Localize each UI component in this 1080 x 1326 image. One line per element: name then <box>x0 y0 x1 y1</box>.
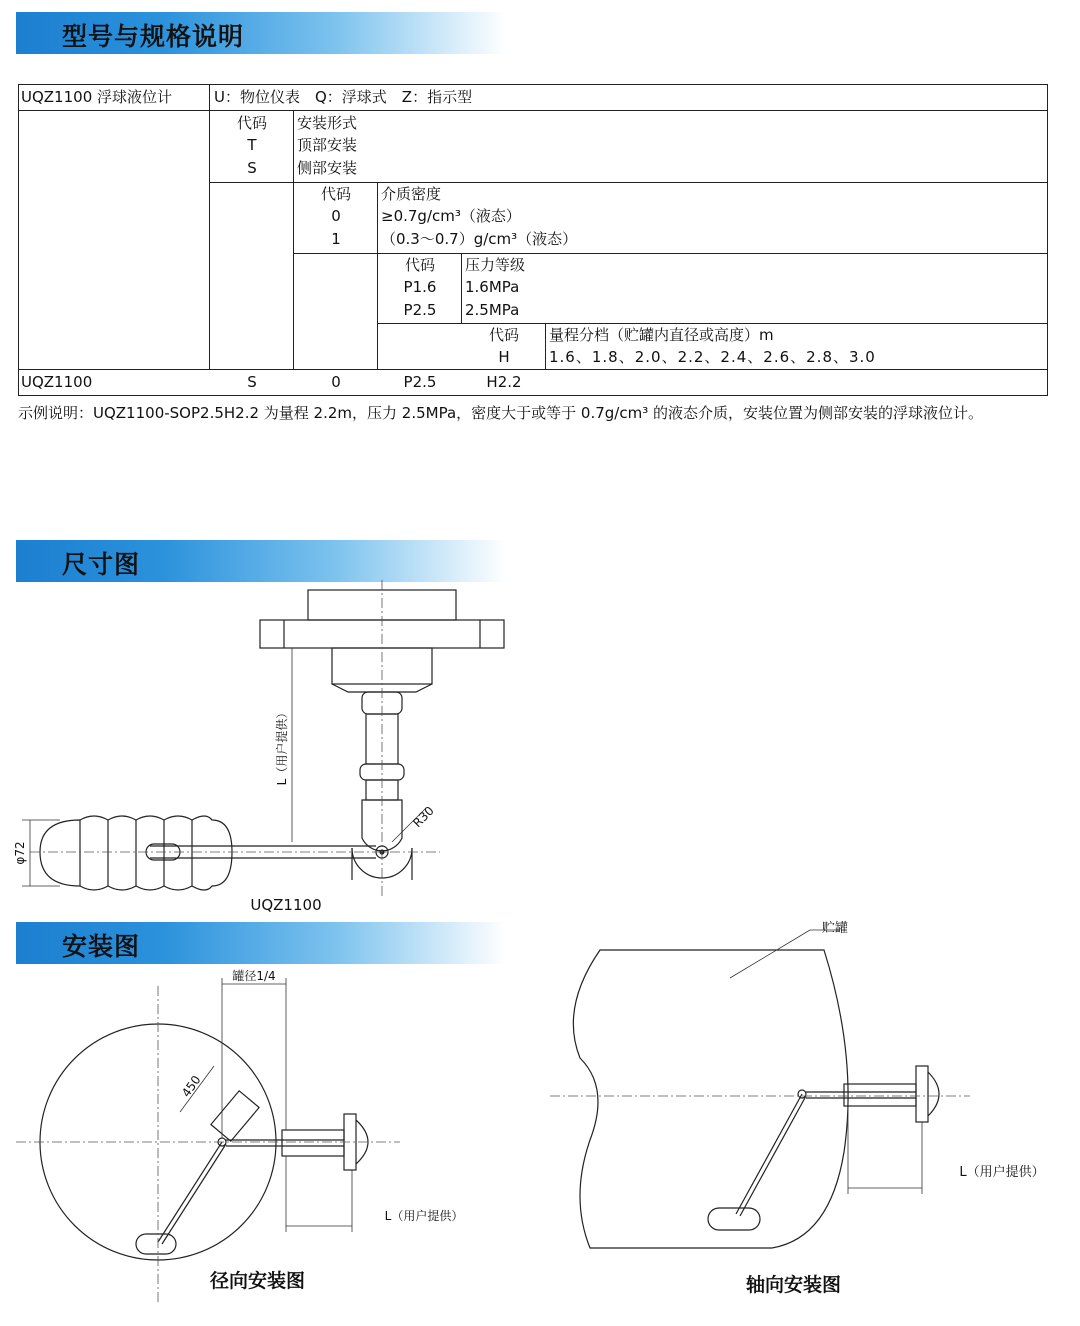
mount-label-t: 顶部安装 <box>297 136 358 154</box>
radial-ratio-label: 罐径1/4 <box>232 969 276 983</box>
mount-label-s: 侧部安装 <box>297 159 358 177</box>
axial-install-drawing <box>540 908 1070 1268</box>
radial-caption: 径向安装图 <box>210 1270 306 1292</box>
section-title: 尺寸图 <box>62 550 141 579</box>
range-values: 1.6、1.8、2.0、2.2、2.4、2.6、2.8、3.0 <box>549 348 876 366</box>
example-note: 示例说明：UQZ1100-SOP2.5H2.2 为量程 2.2m，压力 2.5MPa，密度大于或等于 0.7g/cm³ 的液态介质，安装位置为侧部安装的浮球液位计。 <box>18 404 983 422</box>
dimension-drawing <box>0 580 1080 920</box>
section-title: 型号与规格说明 <box>62 22 245 51</box>
density-label-0: ≥0.7g/cm³（液态） <box>381 207 521 225</box>
example-density: 0 <box>331 373 341 391</box>
density-code-label: 代码 <box>320 185 351 203</box>
example-model: UQZ1100 <box>21 373 93 391</box>
pressure-code-label: 代码 <box>404 256 435 274</box>
header-model: UQZ1100 浮球液位计 <box>21 88 173 106</box>
radial-distance-label: 450 <box>178 1072 204 1100</box>
section-title: 安装图 <box>62 932 141 961</box>
section-banner-dimension <box>16 540 506 582</box>
mount-code-t: T <box>247 136 257 154</box>
density-label-1: （0.3～0.7）g/cm³（液态） <box>381 230 578 248</box>
density-code-1: 1 <box>331 230 341 248</box>
axial-caption: 轴向安装图 <box>746 1274 842 1296</box>
mount-code-label: 代码 <box>236 114 267 132</box>
pressure-label-p25: 2.5MPa <box>465 301 520 319</box>
range-title: 量程分档（贮罐内直径或高度）m <box>549 326 774 344</box>
density-code-0: 0 <box>331 207 341 225</box>
radial-length-label: L（用户提供） <box>384 1209 464 1223</box>
axial-length-label: L（用户提供） <box>959 1165 1045 1180</box>
dim-model-label: UQZ1100 <box>250 896 322 914</box>
density-title: 介质密度 <box>381 185 442 203</box>
mount-title: 安装形式 <box>297 114 358 132</box>
range-code-label: 代码 <box>488 326 519 344</box>
dim-length-label: L（用户提供） <box>275 706 289 786</box>
axial-tank-label: 贮罐 <box>822 921 849 936</box>
dim-diameter-label: φ72 <box>13 841 27 865</box>
section-banner-installation <box>16 922 506 964</box>
pressure-title: 压力等级 <box>465 256 526 274</box>
radial-install-drawing <box>0 966 520 1306</box>
range-code-h: H <box>498 348 510 366</box>
example-pressure: P2.5 <box>403 373 437 391</box>
header-meaning: U：物位仪表 Q：浮球式 Z：指示型 <box>214 88 473 106</box>
section-banner-model-spec <box>16 12 506 54</box>
dim-radius-label: R30 <box>410 803 437 831</box>
pressure-label-p16: 1.6MPa <box>465 278 520 296</box>
spec-table <box>18 84 1048 396</box>
pressure-code-p16: P1.6 <box>403 278 437 296</box>
pressure-code-p25: P2.5 <box>403 301 437 319</box>
mount-code-s: S <box>247 159 257 177</box>
example-range: H2.2 <box>486 373 522 391</box>
example-mount: S <box>247 373 257 391</box>
